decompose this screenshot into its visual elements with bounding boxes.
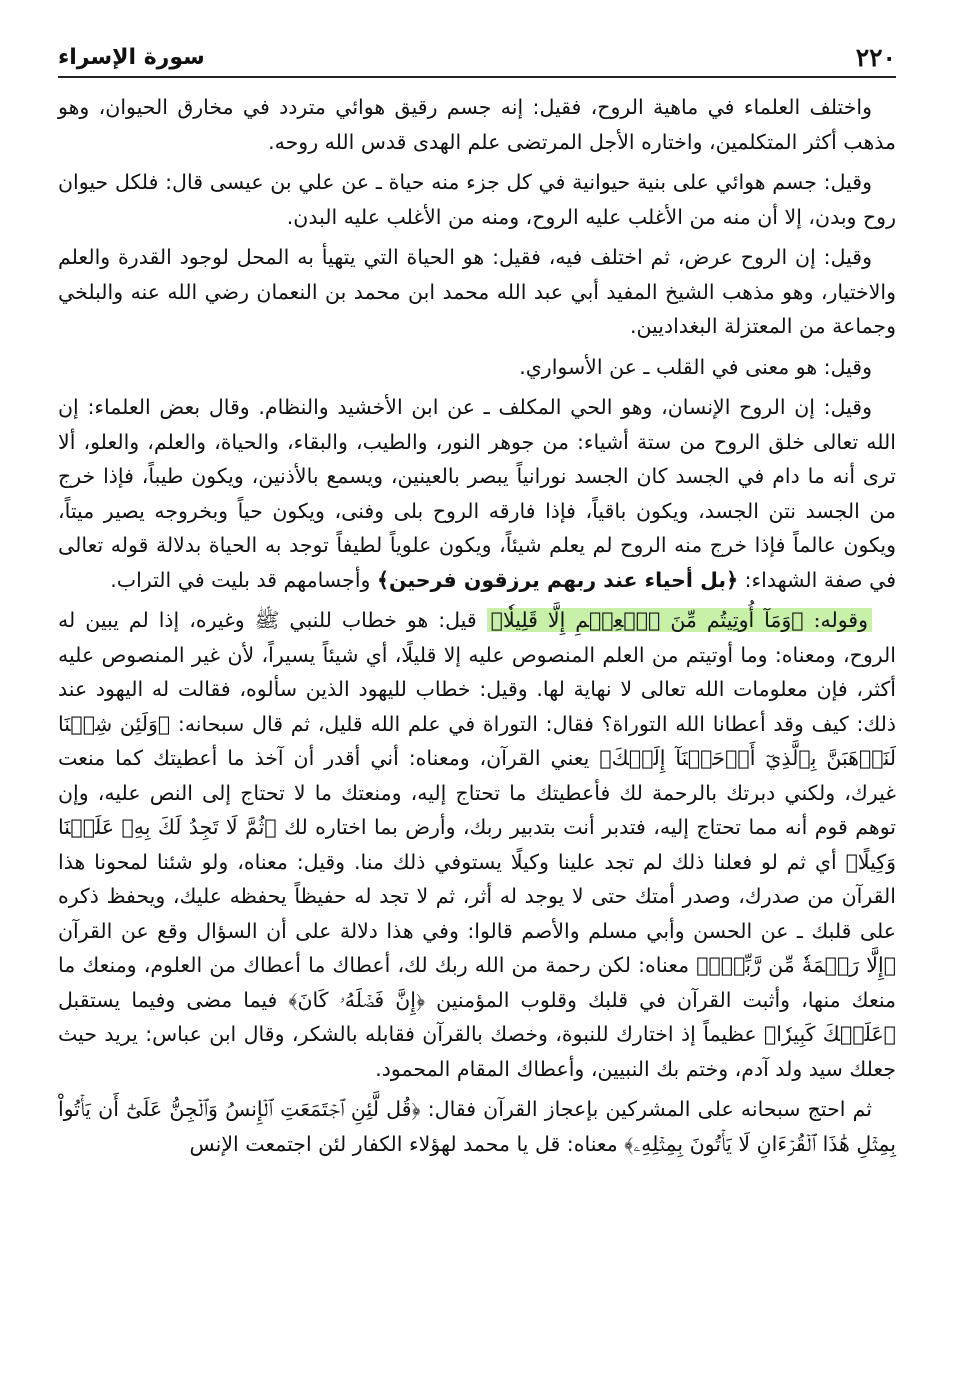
quran-quote: ﴿إِنَّ فَضۡلَهُۥ كَانَ﴾ xyxy=(288,987,426,1012)
paragraph xyxy=(58,390,896,597)
paragraph xyxy=(58,1092,896,1161)
paragraph-text: أي ثم لو فعلنا ذلك لم تجد علينا وكيلًا يستوفي ذلك منا. وقيل: معناه، ولو شئنا لمحونا هذا القرآن من صدرك، وصدر أمتك حتى لا يوجد له أثر، ثم لا تجد له حفيظاً يحفظه عليك، ويحفظ ذكره على قلبك ـ عن الحسن وأبي مسلم والأصم قالوا: وفي هذا دلالة على أن السؤال وقع عن القرآن xyxy=(58,849,896,943)
paragraph-text: وقيل: هو معنى في القلب ـ عن الأسواري. xyxy=(519,354,872,379)
surah-title: سورة الإسراء xyxy=(58,44,205,70)
paragraph-text: فيما مضى وفيما يستقبل xyxy=(58,987,289,1012)
paragraph xyxy=(58,165,896,234)
quran-quote: ﴿ثُمَّ لَا تَجِدُ لَكَ بِهِۦ عَلَيۡنَا وَكِيلًا﴾ xyxy=(58,815,896,874)
paragraph xyxy=(58,240,896,344)
quran-quote: ﴿وَلَئِن شِئۡنَا لَنَذۡهَبَنَّ بِٱلَّذِيٓ أَوۡحَيۡنَآ إِلَيۡكَ﴾ xyxy=(58,711,896,770)
paragraph-text: وقيل: جسم هوائي على بنية حيوانية في كل جزء منه حياة ـ عن علي بن عيسى قال: فلكل حيوان روح وبدن، إلا أن منه من الأغلب عليه الروح، ومنه من الأغلب عليه البدن. xyxy=(58,170,896,229)
quran-quote: ﴿قُل لَّئِنِ ٱجۡتَمَعَتِ ٱلۡإِنسُ وَٱلۡجِنُّ عَلَىٰٓ أَن يَأۡتُواْ بِمِثۡلِ هَٰذَا ٱلۡقُرۡءَانِ لَا يَأۡتُونَ بِمِثۡلِهِۦ﴾ xyxy=(58,1097,896,1156)
paragraph-text: وأجسامهم قد بليت في التراب. xyxy=(110,567,377,592)
paragraph-text: وقيل: إن الروح الإنسان، وهو الحي المكلف ـ عن ابن الأخشيد والنظام. وقال بعض العلماء: إن الله تعالى خلق الروح من ستة أشياء: من جوهر النور، والطيب، والبقاء، والحياة، والعلم، والعلو، ألا ترى أنه ما دام في الجسد كان الجسد نورانياً يبصر بالعينين، ويسمع بالأذنين، ويكون طيباً، فإذا خرج من الجسد نتن الجسد، ويكون باقياً، فإذا فارقه الروح بلى وفنى، ويكون حياً وبخروجه يصير ميتاً، ويكون عالماً فإذا خرج منه الروح لم يعلم شيئاً، ويكون علوياً لطيفاً توجد به الحياة بدلالة قوله تعالى في صفة الشهداء: xyxy=(58,395,896,592)
paragraph-text: وقيل: إن الروح عرض، ثم اختلف فيه، فقيل: هو الحياة التي يتهيأ به المحل لوجود القدرة والعلم والاختيار، وهو مذهب الشيخ المفيد أبي عبد الله محمد ابن محمد بن النعمان رضي الله عنه والبلخي وجماعة من المعتزلة البغداديين. xyxy=(58,245,896,338)
paragraph-text: عظيماً إذ اختارك للنبوة، وخصك بالقرآن فقابله بالشكر، وقال ابن عباس: يريد حيث جعلك سيد ولد آدم، وختم بك النبيين، وأعطاك المقام المحمود. xyxy=(58,1022,896,1081)
page-header xyxy=(58,38,896,78)
highlighted-verse: وقوله: ﴿وَمَآ أُوتِيتُم مِّنَ ٱلۡعِلۡمِ إِلَّا قَلِيلٗا﴾ xyxy=(487,608,872,632)
quran-quote: ﴿عَلَيۡكَ كَبِيرٗا﴾ xyxy=(763,1022,896,1046)
paragraph-text: قيل: هو خطاب للنبي ﷺ وغيره، إذا لم يبين له الروح، ومعناه: وما أوتيتم من العلم المنصوص عليه إلا قليلًا، أي شيئاً يسيراً، لأن غير المنصوص عليه أكثر، فإن معلومات الله تعالى لا نهاية لها. وقيل: خطاب لليهود الذين سألوه، فقالت له اليهود عند ذلك: كيف وقد أعطانا الله التوراة؟ فقال: التوراة في علم الله قليل، ثم قال سبحانه: xyxy=(58,608,897,736)
page-body xyxy=(58,90,896,1161)
paragraph-text: ثم احتج سبحانه على المشركين بإعجاز القرآن فقال: xyxy=(420,1097,872,1121)
paragraph xyxy=(58,350,896,385)
paragraph-text: معناه: لكن رحمة من الله ربك لك، أعطاك ما أعطاك من العلوم، ومنعك ما منعك منها، وأثبت القرآن في قلبك وقلوب المؤمنين xyxy=(58,953,897,1012)
paragraph-text: معناه: قل يا محمد لهؤلاء الكفار لئن اجتمعت الإنس xyxy=(189,1131,625,1156)
paragraph xyxy=(58,90,896,159)
page-number: ٢٢٠ xyxy=(855,42,896,72)
quran-quote: ﴿إِلَّا رَحۡمَةٗ مِّن رَّبِّكَۚ﴾ xyxy=(696,953,896,977)
paragraph-text: يعني القرآن، ومعناه: أني أقدر أن آخذ ما أعطيتك كما منعت غيرك، ولكني دبرتك بالرحمة لك فأعطيتك ما تحتاج إليه، ومنعتك ما لا تحتاج إلى النص عليه، وإن توهم قوم أنه مما تحتاج إليه، فتدبر أنت بتدبير ربك، وأرض بما اختاره لك xyxy=(58,746,897,839)
paragraph xyxy=(58,603,896,1086)
bold-quran-quote: ﴿بل أحياء عند ربهم يرزقون فرحين﴾ xyxy=(376,567,739,592)
paragraph-text: واختلف العلماء في ماهية الروح، فقيل: إنه جسم رقيق هوائي متردد في مخارق الحيوان، وهو مذهب أكثر المتكلمين، واختاره الأجل المرتضى علم الهدى قدس الله روحه. xyxy=(58,95,896,154)
